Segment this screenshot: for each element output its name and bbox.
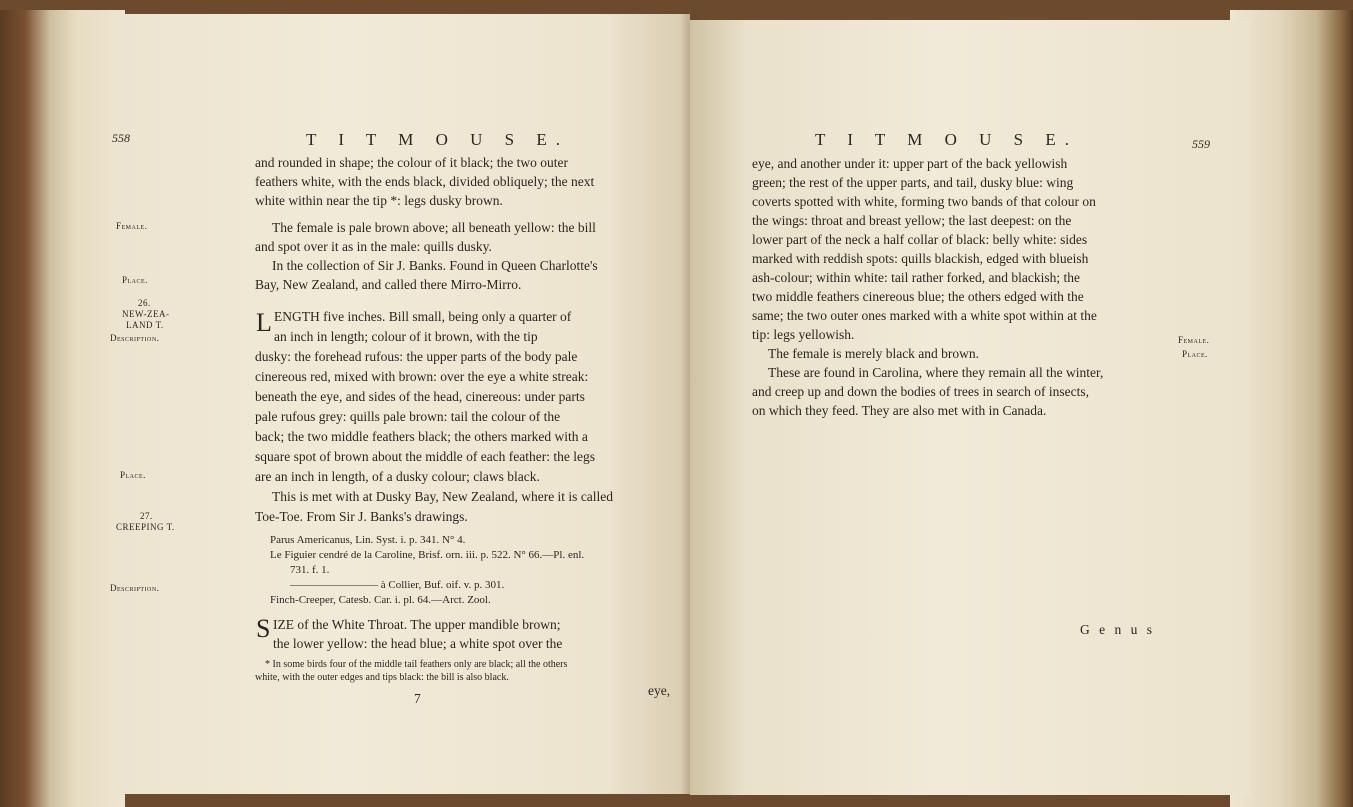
running-head: T I T M O U S E. [815,130,1079,149]
text-line: and spot over it as in the male: quills dusky. [255,239,492,254]
margin-number: 26. [138,298,151,308]
citation-line: Le Figuier cendré de la Caroline, Brisf. orn. iii. p. 522. N° 66.—Pl. enl. [270,549,585,561]
text-line: green; the rest of the upper parts, and tail, dusky blue: wing [752,175,1074,190]
drop-cap: S [256,614,271,643]
text-line: square spot of brown about the middle of each feather: the legs [255,449,596,464]
margin-description: Description. [110,583,160,593]
margin-female: Female. [116,221,148,231]
text-line: and creep up and down the bodies of trees in search of insects, [752,384,1090,399]
text-line: These are found in Carolina, where they remain all the winter, [768,365,1104,380]
text-line: The female is merely black and brown. [768,346,980,361]
text-line: cinereous red, mixed with brown: over the eye a white streak: [255,369,589,384]
text-line: ENGTH five inches. Bill small, being only a quarter of [274,309,572,324]
margin-place: Place. [120,470,146,480]
catchword: eye, [648,683,671,698]
right-page [690,20,1250,795]
margin-place: Place. [1182,349,1208,359]
margin-description: Description. [110,333,160,343]
text-line: and rounded in shape; the colour of it black; the two outer [255,155,569,170]
citation-line: 731. f. 1. [290,564,330,576]
signature-mark: 7 [414,691,421,706]
text-line: white within near the tip *: legs dusky brown. [255,193,503,208]
margin-place: Place. [122,275,148,285]
margin-species: CREEPING T. [116,522,175,532]
text-line: beneath the eye, and sides of the head, cinereous: under parts [255,389,585,404]
text-line: In the collection of Sir J. Banks. Found in Queen Charlotte's [272,258,598,273]
text-line: Toe-Toe. From Sir J. Banks's drawings. [255,509,468,524]
running-head: T I T M O U S E. [306,130,570,149]
page-number: 558 [112,131,130,145]
page-number: 559 [1192,137,1210,151]
text-line: are an inch in length, of a dusky colour; claws black. [255,469,540,484]
text-line: two middle feathers cinereous blue; the others edged with the [752,289,1084,304]
text-line: This is met with at Dusky Bay, New Zealand, where it is called [272,489,614,504]
citation-line: Parus Americanus, Lin. Syst. i. p. 341. N° 4. [270,534,466,546]
text-line: lower part of the neck a half collar of black: belly white: sides [752,232,1088,247]
catchword: G e n u s [1080,622,1155,637]
citation-line: ———————— à Collier, Buf. oif. v. p. 301. [290,579,505,591]
left-page-edges [0,10,125,807]
text-line: marked with reddish spots: quills blackish, edged with blueish [752,251,1089,266]
footnote-line: white, with the outer edges and tips black: the bill is also black. [255,672,509,683]
text-line: pale rufous grey: quills pale brown: tail the colour of the [255,409,561,424]
text-line: same; the two outer ones marked with a white spot within at the [752,308,1097,323]
drop-cap: L [256,308,272,337]
margin-female: Female. [1178,335,1210,345]
text-line: an inch in length; colour of it brown, with the tip [274,329,538,344]
text-line: dusky: the forehead rufous: the upper parts of the body pale [255,349,578,364]
text-line: ash-colour; within white: tail rather forked, and blackish; the [752,270,1081,285]
text-line: the wings: throat and breast yellow; the last deepest: on the [752,213,1072,228]
margin-species: LAND T. [126,320,164,330]
text-line: IZE of the White Throat. The upper mandible brown; [273,617,561,632]
citation-line: Finch-Creeper, Catesb. Car. i. pl. 64.—Arct. Zool. [270,594,491,606]
text-line: coverts spotted with white, forming two bands of that colour on [752,194,1096,209]
text-line: back; the two middle feathers black; the others marked with a [255,429,588,444]
margin-species: NEW-ZEA- [122,309,170,319]
text-line: the lower yellow: the head blue; a white spot over the [273,636,563,651]
text-line: Bay, New Zealand, and called there Mirro-Mirro. [255,277,522,292]
left-page [110,14,690,794]
footnote-line: * In some birds four of the middle tail feathers only are black; all the others [265,659,568,670]
text-line: The female is pale brown above; all beneath yellow: the bill [272,220,596,235]
text-line: feathers white, with the ends black, divided obliquely; the next [255,174,595,189]
margin-number: 27. [140,511,153,521]
text-line: eye, and another under it: upper part of the back yellowish [752,156,1068,171]
text-line: tip: legs yellowish. [752,327,855,342]
text-line: on which they feed. They are also met with in Canada. [752,403,1047,418]
